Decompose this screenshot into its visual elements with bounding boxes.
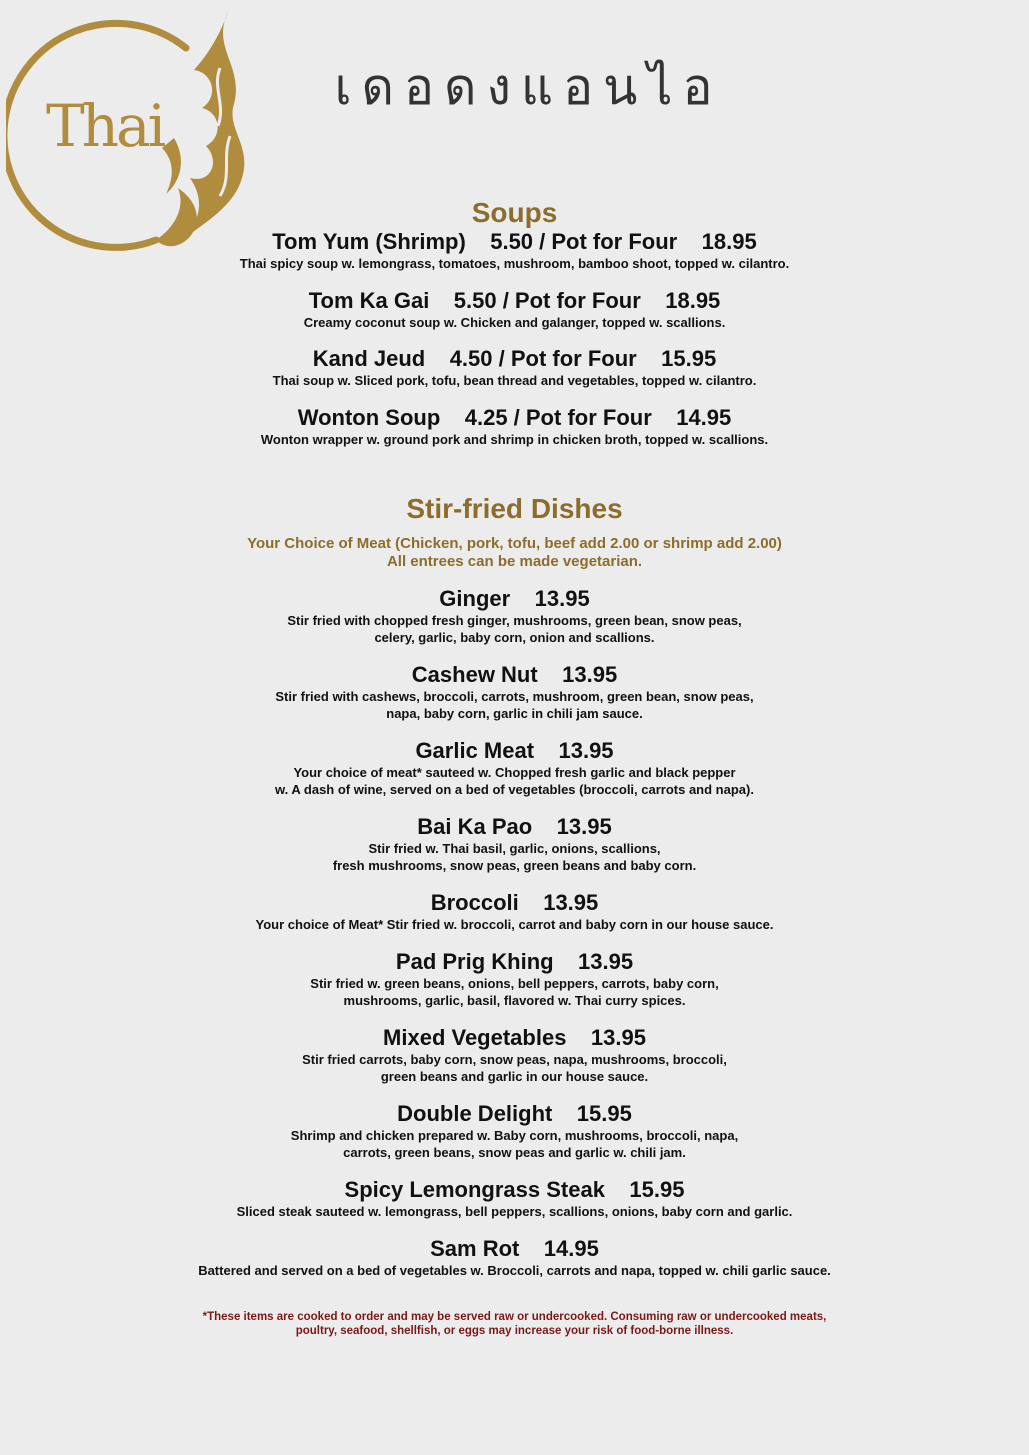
item-name-price: Wonton Soup 4.25 / Pot for Four 14.95: [297, 405, 732, 430]
item-name-price: Tom Yum (Shrimp) 5.50 / Pot for Four 18.95: [272, 229, 757, 254]
item-name-price: Mixed Vegetables 13.95: [383, 1025, 646, 1050]
menu-item: [0, 1177, 1029, 1220]
menu-item: [0, 229, 1029, 272]
item-description: Wonton wrapper w. ground pork and shrimp in chicken broth, topped w. scallions.: [260, 432, 769, 447]
item-description: Stir fried carrots, baby corn, snow peas, napa, mushrooms, broccoli,: [302, 1052, 727, 1067]
menu-item: [0, 346, 1029, 389]
item-name-price: Kand Jeud 4.50 / Pot for Four 15.95: [312, 346, 717, 371]
item-name-price: Sam Rot 14.95: [430, 1236, 599, 1261]
item-description: green beans and garlic in our house sauce.: [380, 1069, 649, 1084]
food-safety-disclaimer: [0, 1310, 1029, 1338]
item-name-price: Bai Ka Pao 13.95: [417, 814, 612, 839]
item-description: Creamy coconut soup w. Chicken and galanger, topped w. scallions.: [303, 315, 726, 330]
section-title-soups: Soups: [471, 197, 558, 228]
item-name-price: Ginger 13.95: [439, 586, 590, 611]
item-description: napa, baby corn, garlic in chili jam sauce.: [386, 706, 643, 721]
soups-section: [0, 197, 1029, 448]
item-description: Thai soup w. Sliced pork, tofu, bean thread and vegetables, topped w. cilantro.: [272, 373, 757, 388]
item-description: Thai spicy soup w. lemongrass, tomatoes, mushroom, bamboo shoot, topped w. cilantro.: [239, 256, 790, 271]
stirfried-section: [0, 493, 1029, 1279]
item-description: Shrimp and chicken prepared w. Baby corn, mushrooms, broccoli, napa,: [290, 1128, 739, 1143]
item-description: Stir fried w. green beans, onions, bell peppers, carrots, baby corn,: [310, 976, 719, 991]
item-description: Sliced steak sauteed w. lemongrass, bell peppers, scallions, onions, baby corn and garlic.: [236, 1204, 793, 1219]
meat-choice-note: Your Choice of Meat (Chicken, pork, tofu, beef add 2.00 or shrimp add 2.00): [247, 535, 782, 552]
menu-item: [0, 405, 1029, 448]
menu-item: [0, 586, 1029, 646]
item-description: Stir fried with cashews, broccoli, carrots, mushroom, green bean, snow peas,: [275, 689, 754, 704]
item-name-price: Spicy Lemongrass Steak 15.95: [344, 1177, 685, 1202]
logo-wordmark: Thai: [46, 92, 164, 160]
vegetarian-note: All entrees can be made vegetarian.: [386, 553, 643, 570]
item-name-price: Cashew Nut 13.95: [411, 662, 618, 687]
menu-item: [0, 288, 1029, 331]
item-description: celery, garlic, baby corn, onion and scallions.: [374, 630, 655, 645]
item-description: Your choice of meat* sauteed w. Chopped fresh garlic and black pepper: [293, 765, 736, 780]
item-description: carrots, green beans, snow peas and garlic w. chili jam.: [343, 1145, 686, 1160]
menu-item: [0, 662, 1029, 722]
menu-item: [0, 890, 1029, 933]
menu-item: [0, 738, 1029, 798]
menu-item: [0, 814, 1029, 874]
item-name-price: Garlic Meat 13.95: [415, 738, 614, 763]
menu-item: [0, 1025, 1029, 1085]
item-description: Stir fried with chopped fresh ginger, mushrooms, green bean, snow peas,: [287, 613, 742, 628]
item-description: Battered and served on a bed of vegetables w. Broccoli, carrots and napa, topped w. chili garlic sauce.: [198, 1263, 831, 1278]
section-title-stirfried: Stir-fried Dishes: [406, 493, 623, 524]
item-description: Stir fried w. Thai basil, garlic, onions, scallions,: [368, 841, 661, 856]
item-name-price: Tom Ka Gai 5.50 / Pot for Four 18.95: [308, 288, 721, 313]
menu-item: [0, 1101, 1029, 1161]
restaurant-name-thai: เดอดงแอนไอ: [334, 58, 723, 116]
menu-item: [0, 949, 1029, 1009]
item-name-price: Double Delight 15.95: [397, 1101, 632, 1126]
menu-item: [0, 1236, 1029, 1279]
item-name-price: Broccoli 13.95: [430, 890, 599, 915]
item-description: mushrooms, garlic, basil, flavored w. Thai curry spices.: [343, 993, 686, 1008]
item-description: w. A dash of wine, served on a bed of vegetables (broccoli, carrots and napa).: [275, 782, 754, 797]
disclaimer-line: *These items are cooked to order and may be served raw or undercooked. Consuming raw or undercooked meats,: [202, 1311, 827, 1323]
item-description: fresh mushrooms, snow peas, green beans and baby corn.: [332, 858, 697, 873]
disclaimer-line: poultry, seafood, shellfish, or eggs may increase your risk of food-borne illness.: [295, 1325, 734, 1337]
item-description: Your choice of Meat* Stir fried w. broccoli, carrot and baby corn in our house sauce.: [255, 917, 774, 932]
item-name-price: Pad Prig Khing 13.95: [395, 949, 634, 974]
